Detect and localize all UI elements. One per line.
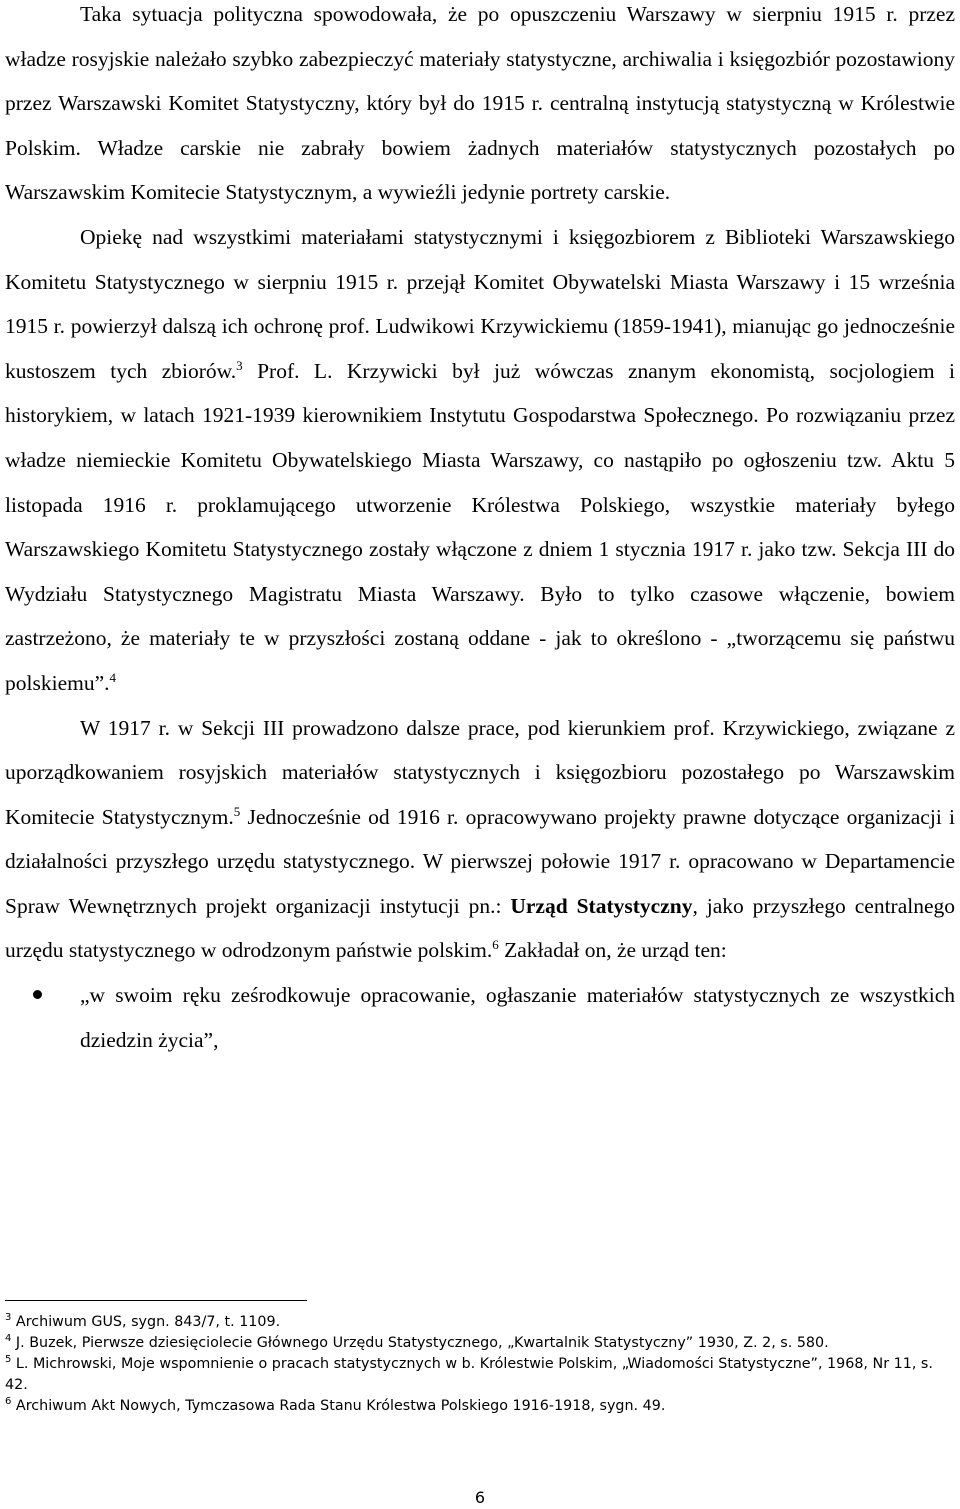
footnote-6 — [5, 1396, 945, 1417]
paragraph-3-text-d: Zakładał on, że urząd ten: — [498, 938, 727, 963]
footnote-separator — [5, 1300, 307, 1301]
bullet-list — [5, 973, 955, 1062]
footnote-ref-3[interactable]: 3 — [236, 357, 243, 373]
footnote-number: 6 — [5, 1396, 12, 1408]
page-number: 6 — [474, 1488, 486, 1507]
paragraph-1-text: Taka sytuacja polityczna spowodowała, że po opuszczeniu Warszawy w sierpniu 1915 r. przez władze rosyjskie należało szybko zabezpieczyć materiały statystyczne, archiwalia i księgozbiór pozostawiony przez Warszawski Komitet Statystyczny, który był do 1915 r. centralną instytucją statystyczną w Królestwie Polskim. Władze carskie nie zabrały bowiem żadnych materiałów statystycznych pozostałych po Warszawskim Komitecie Statystycznym, a wywieźli jedynie portrety carskie. — [5, 2, 955, 205]
paragraph-2-text-b: Prof. L. Krzywicki był już wówczas znanym ekonomistą, socjologiem i historykiem, w latach 1921-1939 kierownikiem Instytutu Gospodarstwa Społecznego. Po rozwiązaniu przez władze niemieckie Komitetu Obywatelskiego Miasta Warszawy, co nastąpiło po ogłoszeniu tzw. Aktu 5 listopada 1916 r. proklamującego utworzenie Królestwa Polskiego, wszystkie materiały byłego Warszawskiego Komitetu Statystycznego zostały włączone z dniem 1 stycznia 1917 r. jako tzw. Sekcja III do Wydziału Statystycznego Magistratu Miasta Warszawy. Było to tylko czasowe włączenie, bowiem zastrzeżono, że materiały te w przyszłości zostaną oddane - jak to określono - „tworzącemu się państwu polskiemu”. — [5, 358, 955, 695]
footnote-4 — [5, 1333, 945, 1354]
document-page — [5, 0, 955, 1062]
footnote-text: Archiwum GUS, sygn. 843/7, t. 1109. — [15, 1314, 281, 1330]
paragraph-2-text-a: Opiekę nad wszystkimi materiałami statystycznymi i księgozbiorem z Biblioteki Warszawskiego Komitetu Statystycznego w sierpniu 1915 r. przejął Komitet Obywatelski Miasta Warszawy i 15 września 1915 r. powierzył dalszą ich ochronę prof. Ludwikowi Krzywickiemu (1859-1941), mianując go jednocześnie kustoszem tych zbiorów. — [5, 224, 955, 383]
footnote-text: J. Buzek, Pierwsze dziesięciolecie Głównego Urzędu Statystycznego, „Kwartalnik Statystyczny” 1930, Z. 2, s. 580. — [15, 1335, 829, 1351]
footnotes — [5, 1312, 945, 1417]
footnote-ref-6[interactable]: 6 — [492, 937, 499, 953]
list-item — [5, 973, 955, 1062]
paragraph-3-text-a: W 1917 r. w Sekcji III prowadzono dalsze prace, pod kierunkiem prof. Krzywickiego, związane z uporządkowaniem rosyjskich materiałów statystycznych i księgozbioru pozostałego po Warszawskim Komitecie Statystycznym. — [5, 715, 955, 829]
bold-term: Urząd Statystyczny — [510, 893, 693, 918]
bullet-dot-icon — [33, 990, 42, 999]
footnote-3 — [5, 1312, 945, 1333]
footnote-text: Archiwum Akt Nowych, Tymczasowa Rada Stanu Królestwa Polskiego 1916-1918, sygn. 49. — [15, 1398, 666, 1414]
footnote-number: 3 — [5, 1312, 12, 1324]
paragraph-3-text-c: , jako przyszłego centralnego urzędu statystycznego w odrodzonym państwie polskim. — [5, 893, 956, 963]
paragraph-3-text-b: Jednocześnie od 1916 r. opracowywano projekty prawne dotyczące organizacji i działalności przyszłego urzędu statystycznego. W pierwszej połowie 1917 r. opracowano w Departamencie Spraw Wewnętrznych projekt organizacji instytucji pn.: — [5, 804, 955, 918]
footnote-number: 5 — [5, 1354, 12, 1366]
paragraph-1 — [5, 0, 955, 215]
bullet-text: „w swoim ręku ześrodkowuje opracowanie, ogłaszanie materiałów statystycznych ze wszystkich dziedzin życia”, — [80, 983, 955, 1052]
paragraph-2 — [5, 215, 955, 706]
footnote-ref-4[interactable]: 4 — [109, 669, 116, 685]
footnote-5 — [5, 1354, 945, 1396]
paragraph-3 — [5, 706, 955, 974]
footnote-text: L. Michrowski, Moje wspomnienie o pracach statystycznych w b. Królestwie Polskim, „Wiadomości Statystyczne”, 1968, Nr 11, s. 42. — [5, 1356, 933, 1393]
footnote-number: 4 — [5, 1333, 12, 1345]
footnote-ref-5[interactable]: 5 — [233, 803, 241, 819]
